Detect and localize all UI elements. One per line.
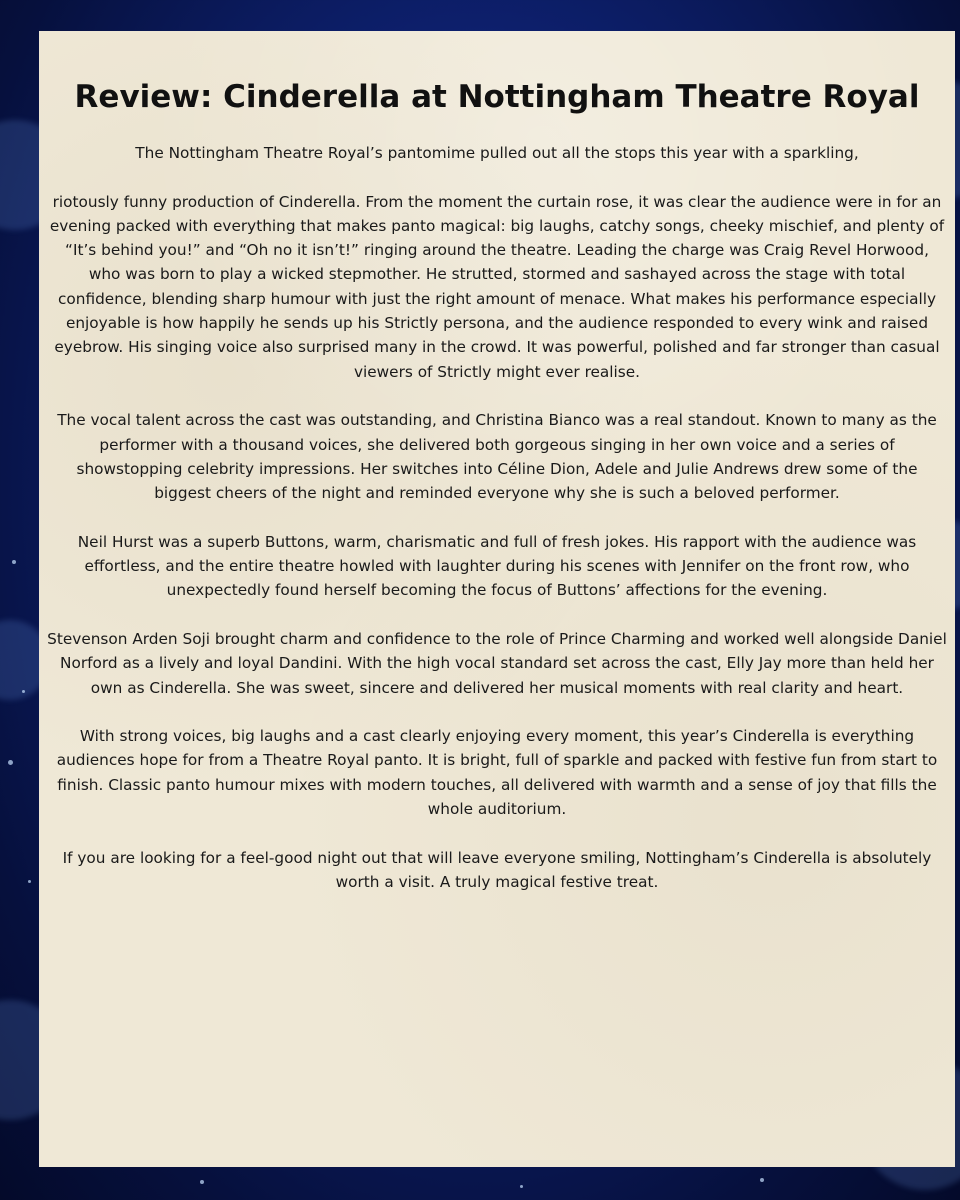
paragraph: The vocal talent across the cast was outstanding, and Christina Bianco was a real standout. Known to many as the performer with a thousand voices, she delivered both gorgeous singing in her own voice and a series of showstopping celebrity impressions. Her switches into Céline Dion, Adele and Julie Andrews drew some of the biggest cheers of the night and reminded everyone why she is such a beloved performer.: [57, 411, 937, 503]
paragraph: Stevenson Arden Soji brought charm and confidence to the role of Prince Charming and worked well alongside Daniel Norford as a lively and loyal Dandini. With the high vocal standard set across the cast, Elly Jay more than held her own as Cinderella. She was sweet, sincere and delivered her musical moments with real clarity and heart.: [47, 629, 947, 697]
article-title: Review: Cinderella at Nottingham Theatre Royal: [74, 79, 920, 115]
review-card: [39, 31, 955, 1167]
paragraph: If you are looking for a feel-good night out that will leave everyone smiling, Nottingham’s Cinderella is absolutely worth a visit. A truly magical festive treat.: [62, 848, 932, 891]
paragraph: The Nottingham Theatre Royal’s pantomime pulled out all the stops this year with a sparkling,: [135, 144, 859, 162]
paragraph: With strong voices, big laughs and a cast clearly enjoying every moment, this year’s Cinderella is everything audiences hope for from a Theatre Royal panto. It is bright, full of sparkle and packed with festive fun from start to finish. Classic panto humour mixes with modern touches, all delivered with warmth and a sense of joy that fills the whole auditorium.: [56, 727, 938, 819]
article-body: [47, 141, 947, 894]
paragraph: riotously funny production of Cinderella. From the moment the curtain rose, it was clear the audience were in for an evening packed with everything that makes panto magical: big laughs, catchy songs, cheeky mischief, and plenty of “It’s behind you!” and “Oh no it isn’t!” ringing around the theatre. Leading the charge was Craig Revel Horwood, who was born to play a wicked stepmother. He strutted, stormed and sashayed across the stage with total confidence, blending sharp humour with just the right amount of menace. What makes his performance especially enjoyable is how happily he sends up his Strictly persona, and the audience responded to every wink and raised eyebrow. His singing voice also surprised many in the crowd. It was powerful, polished and far stronger than casual viewers of Strictly might ever realise.: [49, 192, 945, 381]
paragraph: Neil Hurst was a superb Buttons, warm, charismatic and full of fresh jokes. His rapport with the audience was effortless, and the entire theatre howled with laughter during his scenes with Jennifer on the front row, who unexpectedly found herself becoming the focus of Buttons’ affections for the evening.: [77, 532, 917, 600]
